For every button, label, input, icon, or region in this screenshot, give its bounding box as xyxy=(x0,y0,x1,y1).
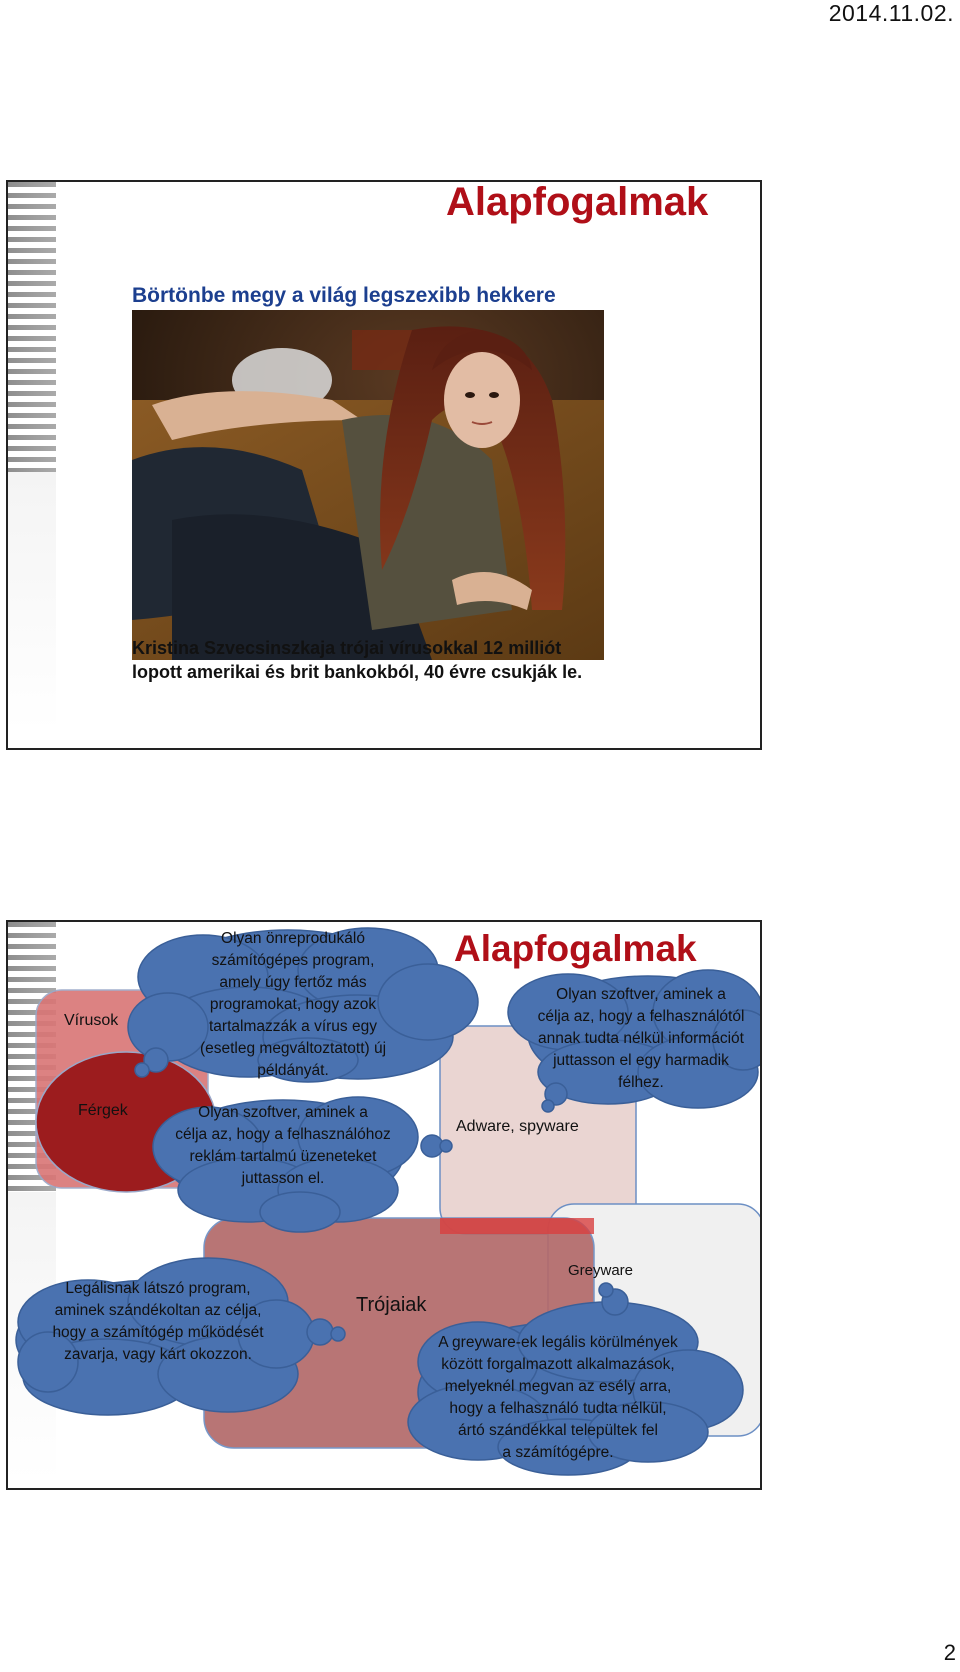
slide-2 xyxy=(6,920,762,1490)
text-line: célja az, hogy a felhasználótól xyxy=(537,1008,745,1025)
trojan-definition xyxy=(28,1278,288,1366)
portrait-photo xyxy=(132,310,604,660)
adware-definition xyxy=(158,1102,408,1190)
text-line: amely úgy fertőz más xyxy=(219,974,367,991)
text-line: annak tudta nélkül információt xyxy=(538,1030,744,1047)
text-line: között forgalmazott alkalmazások, xyxy=(441,1356,675,1373)
text-line: melyeknél megvan az esély arra, xyxy=(444,1378,672,1395)
overlap-band xyxy=(440,1218,594,1234)
text-line: juttasson el. xyxy=(241,1170,325,1187)
portrait-illustration xyxy=(132,310,604,660)
text-line: zavarja, vagy kárt okozzon. xyxy=(64,1346,252,1363)
text-line: félhez. xyxy=(618,1074,664,1091)
text-line: Olyan szoftver, aminek a xyxy=(198,1104,368,1121)
news-caption xyxy=(132,636,652,684)
text-line: reklám tartalmú üzeneteket xyxy=(189,1148,377,1165)
label-adware: Adware, spyware xyxy=(456,1118,579,1135)
text-line: Legálisnak látszó program, xyxy=(65,1280,251,1297)
text-line: tartalmazzák a vírus egy xyxy=(209,1018,377,1035)
text-line: a számítógépre. xyxy=(502,1444,614,1461)
document-date: 2014.11.02. xyxy=(828,0,954,26)
text-line: példányát. xyxy=(257,1062,329,1079)
text-line: Olyan önreprodukáló xyxy=(221,930,365,947)
slide-1 xyxy=(6,180,762,750)
text-line: ártó szándékkal települtek fel xyxy=(458,1422,658,1439)
decorative-stripes xyxy=(8,182,56,472)
text-line: (esetleg megváltoztatott) új xyxy=(199,1040,387,1057)
text-line: hogy a számítógép működését xyxy=(52,1324,264,1341)
text-line: juttasson el egy harmadik xyxy=(553,1052,729,1069)
slide-title: Alapfogalmak xyxy=(454,928,697,969)
news-headline: Börtönbe megy a világ legszexibb hekkere xyxy=(132,284,556,307)
text-line: programokat, hogy azok xyxy=(209,996,377,1013)
caption-line: Kristina Szvecsinszkaja trójai vírusokkal 12 milliót xyxy=(132,638,562,658)
caption-line: lopott amerikai és brit bankokból, 40 évre csukják le. xyxy=(132,662,583,682)
text-line: célja az, hogy a felhasználóhoz xyxy=(175,1126,391,1143)
label-virusok: Vírusok xyxy=(64,1012,119,1029)
label-greyware: Greyware xyxy=(568,1262,634,1279)
stripes-fade xyxy=(8,472,56,732)
slide-title: Alapfogalmak xyxy=(446,180,709,224)
text-line: hogy a felhasználó tudta nélkül, xyxy=(449,1400,667,1417)
page-number: 2 xyxy=(943,1640,956,1665)
text-line: aminek szándékoltan az célja, xyxy=(54,1302,262,1319)
virus-definition xyxy=(168,928,418,1082)
spyware-definition xyxy=(516,984,762,1094)
text-line: Olyan szoftver, aminek a xyxy=(556,986,726,1003)
greyware-definition xyxy=(408,1332,708,1464)
label-trojaiak: Trójaiak xyxy=(356,1294,427,1316)
label-fergek: Férgek xyxy=(78,1102,128,1119)
text-line: számítógépes program, xyxy=(211,952,375,969)
text-line: A greyware-ek legális körülmények xyxy=(438,1334,678,1351)
